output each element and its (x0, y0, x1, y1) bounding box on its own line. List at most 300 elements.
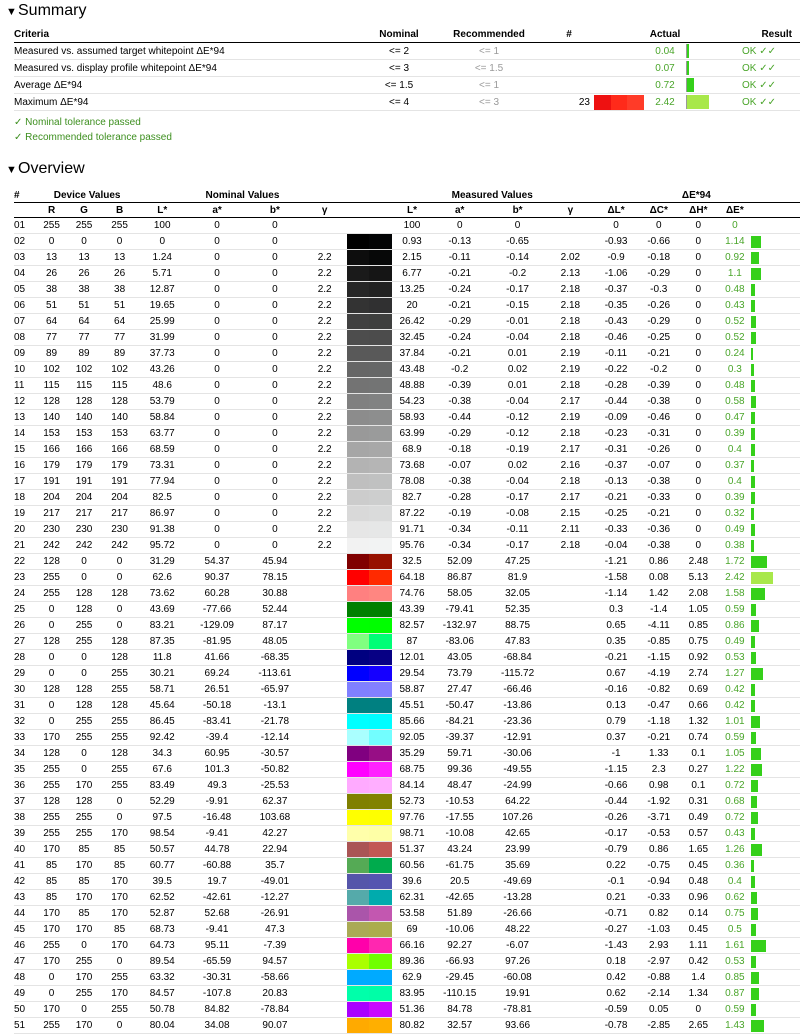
patch-id: 10 (14, 362, 36, 378)
value-cell: -0.21 (593, 490, 640, 506)
value-cell: -9.91 (187, 794, 248, 810)
value-cell: 83.95 (392, 986, 433, 1002)
value-cell: 242 (36, 538, 66, 554)
value-cell: 83.21 (138, 618, 187, 634)
value-cell: -1 (593, 746, 640, 762)
value-cell: 97.26 (487, 954, 548, 970)
delta-e-bar-fill (751, 540, 754, 552)
value-cell: 166 (36, 442, 66, 458)
value-cell: 0 (101, 602, 138, 618)
delta-e-bar (751, 714, 800, 730)
value-cell: 51.37 (392, 842, 433, 858)
value-cell: 32.05 (487, 586, 548, 602)
overview-row (14, 570, 800, 586)
color-swatch (347, 282, 392, 298)
delta-e-value: 0.43 (719, 298, 751, 314)
value-cell: 2.08 (678, 586, 719, 602)
column-header: G (67, 203, 102, 218)
summary-title: Summary (18, 2, 87, 19)
value-cell: 0 (248, 506, 303, 522)
value-cell: 128 (67, 586, 102, 602)
max-patch-swatch (594, 60, 644, 77)
color-swatch (347, 218, 392, 234)
summary-table (14, 27, 800, 111)
value-cell: 2.19 (548, 346, 593, 362)
value-cell: -30.06 (487, 746, 548, 762)
value-cell: -4.19 (639, 666, 678, 682)
overview-row (14, 618, 800, 634)
value-cell: 2.2 (302, 250, 347, 266)
value-cell: 1.32 (678, 714, 719, 730)
value-cell: 0.98 (639, 778, 678, 794)
value-cell: 44.78 (187, 842, 248, 858)
value-cell: -0.21 (639, 506, 678, 522)
value-cell: 0 (678, 250, 719, 266)
value-cell: -39.37 (432, 730, 487, 746)
value-cell: 2.2 (302, 474, 347, 490)
delta-e-bar (751, 970, 800, 986)
color-swatch (347, 986, 392, 1002)
delta-e-bar-fill (751, 572, 773, 584)
value-cell: 0 (678, 298, 719, 314)
value-cell: -0.01 (487, 314, 548, 330)
color-swatch (347, 746, 392, 762)
overview-row (14, 458, 800, 474)
value-cell (548, 762, 593, 778)
value-cell: 85.66 (392, 714, 433, 730)
value-cell (548, 890, 593, 906)
value-cell: 26 (101, 266, 138, 282)
value-cell: 0 (187, 474, 248, 490)
overview-row (14, 282, 800, 298)
delta-e-bar (751, 250, 800, 266)
value-cell: 0 (187, 426, 248, 442)
color-swatch (347, 634, 392, 650)
count-value (544, 77, 594, 94)
value-cell: 1.33 (639, 746, 678, 762)
value-cell: 2.18 (548, 474, 593, 490)
value-cell: -78.81 (487, 1002, 548, 1018)
color-swatch (347, 410, 392, 426)
value-cell (548, 778, 593, 794)
delta-e-value: 0.53 (719, 954, 751, 970)
delta-e-value: 0.85 (719, 970, 751, 986)
color-swatch (347, 858, 392, 874)
value-cell: 128 (36, 746, 66, 762)
value-cell: 77 (36, 330, 66, 346)
value-cell: 128 (101, 394, 138, 410)
value-cell: 0 (101, 234, 138, 250)
value-cell: 91.71 (392, 522, 433, 538)
value-cell: 0 (593, 218, 640, 234)
value-cell: 204 (67, 490, 102, 506)
value-cell: -0.9 (593, 250, 640, 266)
value-cell: 0.49 (678, 810, 719, 826)
value-cell: 84.57 (138, 986, 187, 1002)
value-cell: 52.87 (138, 906, 187, 922)
max-patch-swatch (594, 94, 644, 111)
delta-e-bar-fill (751, 380, 755, 392)
delta-e-bar-fill (751, 556, 767, 568)
value-cell: 0.3 (593, 602, 640, 618)
overview-row (14, 378, 800, 394)
delta-e-bar-fill (751, 796, 757, 808)
value-cell: 5.13 (678, 570, 719, 586)
delta-e-bar (751, 522, 800, 538)
actual-bar-fill (686, 95, 709, 109)
patch-id: 32 (14, 714, 36, 730)
value-cell: 0.1 (678, 778, 719, 794)
value-cell: 191 (36, 474, 66, 490)
column-header: ΔL* (593, 203, 640, 218)
value-cell: 0.69 (678, 682, 719, 698)
value-cell: 84.14 (392, 778, 433, 794)
value-cell: 255 (101, 682, 138, 698)
color-swatch (347, 442, 392, 458)
delta-e-bar-fill (751, 460, 754, 472)
value-cell: 0 (67, 234, 102, 250)
patch-id: 43 (14, 890, 36, 906)
value-cell (302, 1002, 347, 1018)
overview-row (14, 266, 800, 282)
delta-e-bar-fill (751, 1020, 764, 1032)
value-cell: 0 (248, 218, 303, 234)
value-cell: 99.36 (432, 762, 487, 778)
value-cell: 170 (36, 1002, 66, 1018)
value-cell: 26 (67, 266, 102, 282)
delta-e-value: 0.48 (719, 378, 751, 394)
value-cell: 170 (67, 1018, 102, 1034)
value-cell: -9.41 (187, 826, 248, 842)
value-cell: 0 (187, 458, 248, 474)
color-swatch (347, 666, 392, 682)
value-cell: 128 (36, 554, 66, 570)
value-cell: -0.33 (593, 522, 640, 538)
delta-e-bar-fill (751, 604, 756, 616)
value-cell: 102 (67, 362, 102, 378)
value-cell (302, 234, 347, 250)
value-cell: 86.45 (138, 714, 187, 730)
value-cell: 68.75 (392, 762, 433, 778)
value-cell: -23.36 (487, 714, 548, 730)
delta-e-bar (751, 650, 800, 666)
value-cell: -0.07 (639, 458, 678, 474)
delta-e-bar (751, 666, 800, 682)
value-cell: 22.94 (248, 842, 303, 858)
value-cell: 170 (36, 922, 66, 938)
value-cell: 32.57 (432, 1018, 487, 1034)
value-cell: 103.68 (248, 810, 303, 826)
delta-e-bar-fill (751, 636, 755, 648)
value-cell: 2.18 (548, 282, 593, 298)
collapse-triangle-icon[interactable]: ▼ (6, 6, 17, 18)
value-cell: 0 (101, 1018, 138, 1034)
value-cell: 0.96 (678, 890, 719, 906)
patch-id: 16 (14, 458, 36, 474)
patch-id: 41 (14, 858, 36, 874)
value-cell: 51.89 (432, 906, 487, 922)
value-cell: 95.72 (138, 538, 187, 554)
value-cell: 2.93 (639, 938, 678, 954)
value-cell (302, 714, 347, 730)
value-cell: 0.18 (593, 954, 640, 970)
value-cell: 0 (187, 346, 248, 362)
delta-e-value: 1.26 (719, 842, 751, 858)
delta-e-bar-fill (751, 316, 756, 328)
value-cell: -0.38 (432, 474, 487, 490)
delta-e-bar (751, 730, 800, 746)
value-cell: -0.43 (593, 314, 640, 330)
value-cell: -0.21 (639, 346, 678, 362)
delta-e-bar-fill (751, 828, 755, 840)
overview-row (14, 426, 800, 442)
value-cell: -107.8 (187, 986, 248, 1002)
value-cell: 0.05 (639, 1002, 678, 1018)
overview-row (14, 586, 800, 602)
value-cell: 2.02 (548, 250, 593, 266)
delta-e-value: 0.4 (719, 442, 751, 458)
value-cell: -0.04 (487, 330, 548, 346)
value-cell: -0.38 (639, 538, 678, 554)
delta-e-bar (751, 314, 800, 330)
column-header: R (36, 203, 66, 218)
value-cell: 63.32 (138, 970, 187, 986)
value-cell: 0.57 (678, 826, 719, 842)
value-cell: 128 (101, 698, 138, 714)
value-cell: -0.2 (639, 362, 678, 378)
value-cell: 94.57 (248, 954, 303, 970)
value-cell: 20 (392, 298, 433, 314)
patch-id: 36 (14, 778, 36, 794)
value-cell (302, 618, 347, 634)
value-cell: 0.86 (639, 554, 678, 570)
value-cell: -49.01 (248, 874, 303, 890)
color-swatch (347, 938, 392, 954)
value-cell: -113.61 (248, 666, 303, 682)
value-cell: 45.51 (392, 698, 433, 714)
color-swatch (347, 810, 392, 826)
value-cell: 2.2 (302, 314, 347, 330)
delta-e-value: 0.39 (719, 490, 751, 506)
delta-e-value: 0.32 (719, 506, 751, 522)
delta-e-bar (751, 266, 800, 282)
color-swatch (347, 714, 392, 730)
delta-e-bar (751, 618, 800, 634)
value-cell: 0 (101, 954, 138, 970)
value-cell: -0.17 (487, 282, 548, 298)
overview-row (14, 410, 800, 426)
value-cell: 2.15 (392, 250, 433, 266)
result-value: OK ✓✓ (698, 43, 800, 60)
value-cell: 0 (36, 650, 66, 666)
overview-row (14, 298, 800, 314)
delta-e-bar-fill (751, 588, 765, 600)
id-header: # (14, 188, 36, 203)
delta-e-bar-fill (751, 332, 756, 344)
value-cell: 1.42 (639, 586, 678, 602)
value-cell: 0 (187, 234, 248, 250)
value-cell: -0.71 (593, 906, 640, 922)
value-cell: 35.7 (248, 858, 303, 874)
delta-e-value: 0.42 (719, 682, 751, 698)
value-cell: 128 (101, 650, 138, 666)
patch-id: 01 (14, 218, 36, 234)
delta-e-value: 0.58 (719, 394, 751, 410)
value-cell: 42.65 (487, 826, 548, 842)
value-cell (548, 842, 593, 858)
value-cell: 2.19 (548, 410, 593, 426)
delta-e-bar-fill (751, 444, 755, 456)
value-cell: -0.18 (432, 442, 487, 458)
value-cell: 0 (678, 426, 719, 442)
collapse-triangle-icon[interactable]: ▼ (6, 164, 17, 176)
delta-e-bar (751, 458, 800, 474)
value-cell: -0.34 (432, 522, 487, 538)
value-cell: 115 (36, 378, 66, 394)
value-cell: -0.14 (487, 250, 548, 266)
value-cell: 82.7 (392, 490, 433, 506)
value-cell: -0.24 (432, 330, 487, 346)
nominal-value: <= 1.5 (364, 77, 434, 94)
value-cell: 95.11 (187, 938, 248, 954)
patch-id: 37 (14, 794, 36, 810)
value-cell: 2.2 (302, 490, 347, 506)
delta-e-bar (751, 842, 800, 858)
value-cell: 0 (138, 234, 187, 250)
delta-e-value: 0.37 (719, 458, 751, 474)
max-patch-swatch (594, 43, 644, 60)
value-cell (548, 666, 593, 682)
value-cell: 255 (101, 762, 138, 778)
overview-table (14, 188, 800, 1034)
value-cell: -0.47 (639, 698, 678, 714)
value-cell: 52.29 (138, 794, 187, 810)
value-cell: -10.53 (432, 794, 487, 810)
summary-section-title[interactable] (6, 2, 86, 20)
patch-id: 42 (14, 874, 36, 890)
value-cell: -68.35 (248, 650, 303, 666)
value-cell: 1.65 (678, 842, 719, 858)
value-cell: -0.93 (593, 234, 640, 250)
patch-id: 20 (14, 522, 36, 538)
value-cell: -0.28 (593, 378, 640, 394)
color-swatch (347, 778, 392, 794)
overview-row (14, 538, 800, 554)
value-cell: 0 (187, 506, 248, 522)
value-cell: 128 (67, 394, 102, 410)
value-cell: 62.31 (392, 890, 433, 906)
value-cell: 255 (67, 826, 102, 842)
color-swatch (347, 890, 392, 906)
delta-e-value: 0.36 (719, 858, 751, 874)
value-cell: -0.25 (639, 330, 678, 346)
value-cell: 68.9 (392, 442, 433, 458)
overview-row (14, 778, 800, 794)
value-cell: 255 (36, 938, 66, 954)
delta-e-bar (751, 554, 800, 570)
delta-e-value: 0.24 (719, 346, 751, 362)
criteria-header: Criteria (14, 27, 364, 43)
value-cell: -30.57 (248, 746, 303, 762)
value-cell: 0 (67, 762, 102, 778)
value-cell: 0.45 (678, 858, 719, 874)
value-cell: 0 (678, 474, 719, 490)
value-cell: 58.84 (138, 410, 187, 426)
recommended-value: <= 3 (434, 94, 544, 111)
overview-row (14, 698, 800, 714)
overview-row (14, 858, 800, 874)
recommended-value: <= 1.5 (434, 60, 544, 77)
value-cell: 2.2 (302, 298, 347, 314)
value-cell (548, 970, 593, 986)
value-cell: 0.13 (593, 698, 640, 714)
value-cell: 62.9 (392, 970, 433, 986)
value-cell (548, 554, 593, 570)
value-cell: 0 (248, 362, 303, 378)
value-cell (302, 602, 347, 618)
delta-e-value: 0.47 (719, 410, 751, 426)
value-cell: 98.71 (392, 826, 433, 842)
value-cell: -49.55 (487, 762, 548, 778)
value-cell: -1.15 (639, 650, 678, 666)
patch-id: 39 (14, 826, 36, 842)
actual-value: 0.72 (644, 77, 686, 94)
actual-bar (686, 94, 698, 111)
color-swatch (347, 394, 392, 410)
value-cell (548, 234, 593, 250)
value-cell: 0 (678, 218, 719, 234)
value-cell: -2.97 (639, 954, 678, 970)
delta-e-bar (751, 362, 800, 378)
overview-row (14, 810, 800, 826)
value-cell (548, 986, 593, 1002)
value-cell: 0 (248, 522, 303, 538)
delta-e-value: 1.27 (719, 666, 751, 682)
value-cell: 0.37 (593, 730, 640, 746)
value-cell: -0.82 (639, 682, 678, 698)
value-cell: -0.44 (593, 394, 640, 410)
delta-e-bar-fill (751, 668, 763, 680)
color-swatch (347, 506, 392, 522)
value-cell: 2.13 (548, 266, 593, 282)
delta-e-value: 0.4 (719, 874, 751, 890)
value-cell: 2.11 (548, 522, 593, 538)
value-cell: 38 (36, 282, 66, 298)
delta-e-value: 1.58 (719, 586, 751, 602)
summary-row (14, 77, 800, 94)
value-cell: 2.2 (302, 282, 347, 298)
value-cell: 170 (101, 826, 138, 842)
patch-id: 35 (14, 762, 36, 778)
value-cell: -0.17 (487, 538, 548, 554)
overview-section-title[interactable] (6, 160, 85, 178)
value-cell: 87.22 (392, 506, 433, 522)
value-cell: 50.78 (138, 1002, 187, 1018)
value-cell: -77.66 (187, 602, 248, 618)
delta-e-bar (751, 330, 800, 346)
value-cell: 0.62 (593, 986, 640, 1002)
value-cell: 2.2 (302, 458, 347, 474)
value-cell: 0 (248, 490, 303, 506)
value-cell: -1.4 (639, 602, 678, 618)
overview-row (14, 890, 800, 906)
value-cell: 38 (67, 282, 102, 298)
value-cell: 2.18 (548, 378, 593, 394)
value-cell: 0.31 (678, 794, 719, 810)
delta-e-bar (751, 922, 800, 938)
value-cell: 31.99 (138, 330, 187, 346)
result-value: OK ✓✓ (698, 94, 800, 111)
